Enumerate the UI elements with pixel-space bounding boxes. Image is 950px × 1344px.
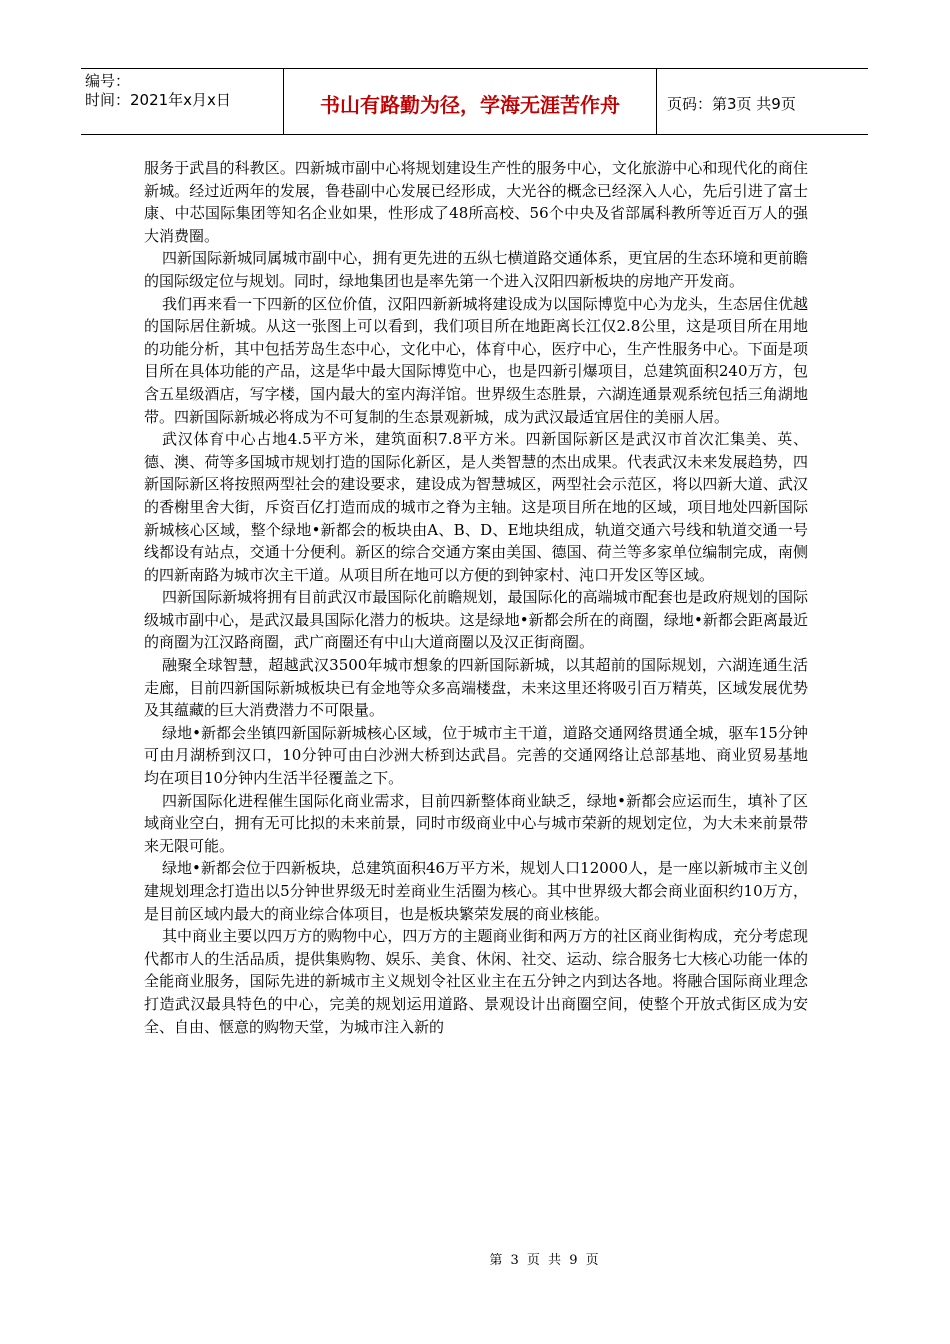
paragraph-4: 武汉体育中心占地4.5平方米，建筑面积7.8平方米。四新国际新区是武汉市首次汇集美、英、德、澳、荷等多国城市规划打造的国际化新区，是人类智慧的杰出成果。代表武汉未来发展趋势，四新国际新区将按照两型社会的建设要求，建设成为智慧城区，两型社会示范区，将以四新大道、武汉的香榭里舍大街，斥资百亿打造而成的城市之脊为主轴。这是项目所在地的区域，项目地处四新国际新城核心区域，整个绿地•新都会的板块由A、B、D、E地块组成，轨道交通六号线和轨道交通一号线都设有站点，交通十分便利。新区的综合交通方案由美国、德国、荷兰等多家单位编制完成，南侧的四新南路为城市次主干道。从项目所在地可以方便的到钟家村、沌口开发区等区域。 <box>144 430 808 584</box>
paragraph-1: 服务于武昌的科教区。四新城市副中心将规划建设生产性的服务中心，文化旅游中心和现代化的商住新城。经过近两年的发展，鲁巷副中心发展已经形成，大光谷的概念已经深入人心，先后引进了富士康、中芯国际集团等知名企业如果，性形成了48所高校、56个中央及省部属科教所等近百万人的强大消费圈。 <box>144 159 808 245</box>
page-footer: 第 3 页 共 9 页 <box>489 1253 601 1268</box>
paragraph-10: 其中商业主要以四万方的购物中心，四万方的主题商业街和两万方的社区商业街构成，充分考虑现代都市人的生活品质，提供集购物、娱乐、美食、休闲、社交、运动、综合服务七大核心功能一体的全能商业服务，国际先进的新城市主义规划令社区业主在五分钟之内到达各地。将融合国际商业理念打造武汉最具特色的中心，完美的规划运用道路、景观设计出商圈空间，使整个开放式街区成为安全、自由、惬意的购物天堂，为城市注入新的 <box>144 927 808 1036</box>
paragraph-3: 我们再来看一下四新的区位价值，汉阳四新新城将建设成为以国际博览中心为龙头，生态居住优越的国际居住新城。从这一张图上可以看到，我们项目所在地距离长江仅2.8公里，这是项目所在用地的功能分析，其中包括芳岛生态中心，文化中心，体育中心，医疗中心，生产性服务中心。下面是项目所在具体功能的产品，这是华中最大国际博览中心，也是四新引爆项目，总建筑面积240万方，包含五星级酒店，写字楼，国内最大的室内海洋馆。世界级生态胜景，六湖连通景观系统包括三角湖地带。四新国际新城必将成为不可复制的生态景观新城，成为武汉最适宜居住的美丽人居。 <box>144 294 808 426</box>
header-meta <box>81 69 284 134</box>
paragraph-8: 四新国际化进程催生国际化商业需求，目前四新整体商业缺乏，绿地•新都会应运而生，填补了区域商业空白，拥有无可比拟的未来前景，同时市级商业中心与城市荣新的规划定位，为大未来前景带来无限可能。 <box>144 791 808 855</box>
page-header <box>81 68 868 135</box>
document-body <box>144 157 808 1038</box>
paragraph-9: 绿地•新都会位于四新板块，总建筑面积46万平方米，规划人口12000人，是一座以新城市主义创建规划理念打造出以5分钟世界级无时差商业生活圈为核心。其中世界级大都会商业面积约10万方，是目前区域内最大的商业综合体项目，也是板块繁荣发展的商业核能。 <box>144 859 808 923</box>
header-motto: 书山有路勤为径，学海无涯苦作舟 <box>284 69 657 134</box>
paragraph-6: 融聚全球智慧，超越武汉3500年城市想象的四新国际新城，以其超前的国际规划，六湖连通生活走廊，目前四新国际新城板块已有金地等众多高端楼盘，未来这里还将吸引百万精英，区域发展优势及其蕴藏的巨大消费潜力不可限量。 <box>144 656 808 720</box>
paragraph-2: 四新国际新城同属城市副中心，拥有更先进的五纵七横道路交通体系，更宜居的生态环境和更前瞻的国际级定位与规划。同时，绿地集团也是率先第一个进入汉阳四新板块的房地产开发商。 <box>144 249 808 290</box>
serial-label: 编号： <box>85 72 131 90</box>
paragraph-7: 绿地•新都会坐镇四新国际新城核心区域，位于城市主干道，道路交通网络贯通全城，驱车15分钟可由月湖桥到汉口，10分钟可由白沙洲大桥到达武昌。完善的交通网络让总部基地、商业贸易基地均在项目10分钟内生活半径覆盖之下。 <box>144 723 808 788</box>
time-label: 时间：2021年x月x日 <box>85 91 231 109</box>
header-page-label: 页码：第3页 共9页 <box>667 95 796 113</box>
paragraph-5: 四新国际新城将拥有目前武汉市最国际化前瞻规划，最国际化的高端城市配套也是政府规划的国际级城市副中心，是武汉最具国际化潜力的板块。这是绿地•新都会所在的商圈，绿地•新都会距离最近的商圈为江汉路商圈，武广商圈还有中山大道商圈以及汉正街商圈。 <box>144 588 808 652</box>
